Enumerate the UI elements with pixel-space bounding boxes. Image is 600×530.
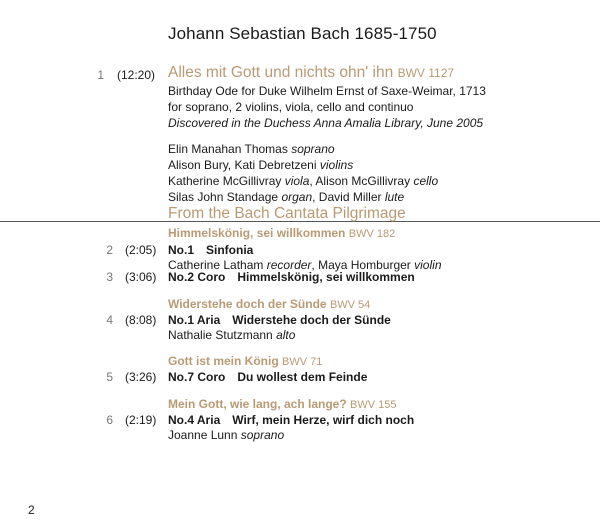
track-number: 4	[106, 313, 113, 327]
performer-role: soprano	[240, 428, 285, 442]
track-number: 6	[106, 413, 113, 427]
movement-name: Du wollest dem Feinde	[237, 370, 368, 384]
movement-line	[168, 313, 391, 327]
performer-name: Alison Bury, Kati Debretzeni	[168, 158, 317, 172]
performer-name: Katherine McGillivray	[168, 174, 282, 188]
track1-title-text: Alles mit Gott und nichts ohn' ihn	[168, 64, 394, 81]
track-duration: (12:20)	[117, 68, 156, 82]
movement-name: Sinfonia	[206, 243, 254, 257]
performer-name: Elin Manahan Thomas	[168, 142, 288, 156]
cantata-bwv: BWV 71	[282, 356, 323, 368]
performer-line	[168, 190, 404, 205]
performer-name: Catherine Latham	[168, 258, 264, 272]
movement-name: Wirf, mein Herze, wirf dich noch	[232, 413, 415, 427]
cantata-title: Himmelskönig, sei willkommen	[168, 226, 346, 240]
performer-name: , Maya Homburger	[311, 258, 411, 272]
composer-heading: Johann Sebastian Bach 1685-1750	[168, 24, 437, 43]
performer-line	[168, 158, 353, 173]
page-number: 2	[28, 503, 35, 517]
movement-number: No.2 Coro	[168, 270, 226, 284]
performer-role: violin	[414, 258, 442, 272]
cantata-title: Mein Gott, wie lang, ach lange?	[168, 397, 347, 411]
cantata-bwv: BWV 155	[350, 399, 397, 411]
cantata-title: Widerstehe doch der Sünde	[168, 297, 327, 311]
cantata-heading	[168, 226, 395, 240]
movement-line	[168, 370, 367, 384]
performer-name: , Alison McGillivray	[309, 174, 411, 188]
performer-role: lute	[384, 190, 405, 204]
performer-name: Nathalie Stutzmann	[168, 328, 273, 342]
cantata-title: Gott ist mein König	[168, 354, 279, 368]
movement-number: No.7 Coro	[168, 370, 226, 384]
cantata-bwv: BWV 54	[329, 299, 371, 311]
performer-role: cello	[413, 174, 439, 188]
description-line: for soprano, 2 violins, viola, cello and continuo	[168, 100, 414, 114]
performer-role: viola	[284, 174, 310, 188]
section-heading: From the Bach Cantata Pilgrimage	[168, 205, 406, 222]
performer-name: Silas John Standage	[168, 190, 279, 204]
movement-line	[168, 413, 414, 427]
movement-line	[168, 270, 415, 284]
cantata-heading	[168, 297, 370, 311]
performer-name: , David Miller	[312, 190, 382, 204]
performer-line	[168, 328, 295, 343]
track-number: 1	[97, 68, 104, 82]
track1-title	[168, 64, 454, 82]
track-number: 2	[106, 243, 113, 257]
track1-bwv: BWV 1127	[397, 66, 455, 80]
performer-line	[168, 174, 438, 189]
cantata-heading	[168, 397, 397, 411]
movement-number: No.4 Aria	[168, 413, 221, 427]
performer-role: violins	[319, 158, 354, 172]
performer-role: soprano	[291, 142, 335, 156]
track-number: 3	[106, 270, 113, 284]
track-duration: (2:19)	[125, 413, 157, 427]
track-duration: (8:08)	[125, 313, 157, 327]
track-duration: (3:26)	[125, 370, 157, 384]
performer-name: Joanne Lunn	[168, 428, 238, 442]
performer-role: organ	[281, 190, 313, 204]
movement-number: No.1	[168, 243, 195, 257]
movement-name: Himmelskönig, sei willkommen	[237, 270, 415, 284]
cantata-heading	[168, 354, 322, 368]
description-line: Discovered in the Duchess Anna Amalia Library, June 2005	[168, 116, 484, 130]
performer-line	[168, 428, 284, 443]
track-duration: (2:05)	[125, 243, 157, 257]
performer-role: alto	[276, 328, 296, 342]
movement-name: Widerstehe doch der Sünde	[232, 313, 391, 327]
track-duration: (3:06)	[125, 270, 157, 284]
movement-number: No.1 Aria	[168, 313, 221, 327]
track-number: 5	[106, 370, 113, 384]
cantata-bwv: BWV 182	[348, 228, 396, 240]
performer-role: recorder	[266, 258, 312, 272]
performer-line	[168, 142, 335, 157]
description-line: Birthday Ode for Duke Wilhelm Ernst of Saxe-Weimar, 1713	[168, 84, 486, 98]
movement-line	[168, 243, 253, 257]
